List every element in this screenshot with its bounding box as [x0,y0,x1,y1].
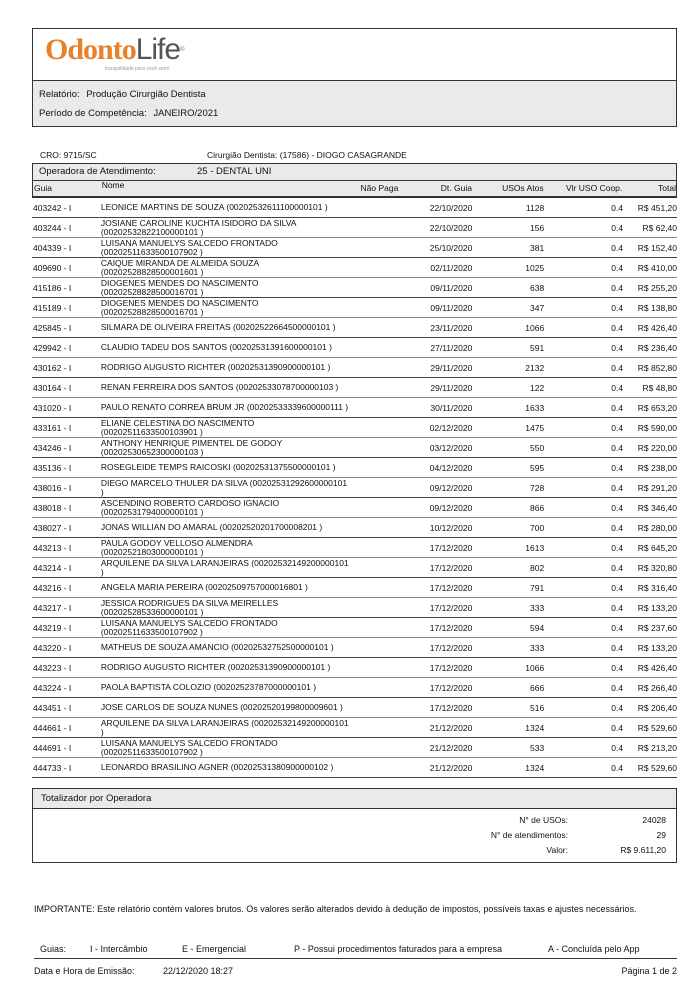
row-nome: DIEGO MARCELO THULER DA SILVA (00202531292600000101 ) [100,477,348,497]
row-usos-atos: 666 [530,682,545,693]
row-nome: DIOGENES MENDES DO NASCIMENTO (00202528828500016701 ) [100,297,259,317]
row-vlr-uso: 0.4 [611,422,624,433]
row-usos-atos: 516 [530,702,545,713]
dentist-meta [32,147,677,163]
row-nome: PAOLA BAPTISTA COLOZIO (00202523787000000101 ) [100,682,317,692]
row-usos-atos: 1324 [525,762,545,773]
row-dt-guia: 22/10/2020 [429,222,473,233]
row-nome: JOSE CARLOS DE SOUZA NUNES (00202520199800009601 ) [100,702,343,712]
row-usos-atos: 595 [530,462,545,473]
table-row [32,498,677,518]
table-row [32,378,677,398]
row-total: R$ 238,00 [637,462,677,473]
row-dt-guia: 27/11/2020 [430,342,473,353]
table-row [32,518,677,538]
row-vlr-uso: 0.4 [611,202,624,213]
row-vlr-uso: 0.4 [611,542,624,553]
table-row [32,418,677,438]
table-row [32,238,677,258]
row-guia: 430164 - I [33,382,72,393]
row-nome: RODRIGO AUGUSTO RICHTER (00202531390900000101 ) [100,362,331,372]
row-usos-atos: 1613 [525,542,545,553]
row-dt-guia: 09/11/2020 [430,282,473,293]
table-row [32,358,677,378]
period-label: Período de Competência: [39,108,147,119]
registered-icon: ® [180,47,184,53]
row-usos-atos: 802 [530,562,545,573]
row-nome: CAIQUE MIRANDA DE ALMEIDA SOUZA (00202528828500001601 ) [100,257,259,277]
row-nome: DIOGENES MENDES DO NASCIMENTO (00202528828500016701 ) [100,277,259,297]
row-usos-atos: 638 [530,282,545,293]
row-dt-guia: 02/12/2020 [429,422,473,433]
table-row [32,758,677,778]
row-usos-atos: 1128 [525,202,545,213]
row-total: R$ 237,60 [637,622,677,633]
row-nome: ANTHONY HENRIQUE PIMENTEL DE GODOY (00202530652300000103 ) [100,437,283,457]
logo-odonto-text: Odonto [45,33,136,66]
table-row [32,198,677,218]
row-vlr-uso: 0.4 [611,442,624,453]
report-value: Produção Cirurgião Dentista [86,89,206,100]
row-total: R$ 138,80 [637,302,677,313]
row-dt-guia: 17/12/2020 [429,642,473,653]
row-total: R$ 152,40 [637,242,677,253]
odontolife-logo [45,33,184,72]
table-row [32,218,677,238]
row-guia: 415189 - I [33,302,72,313]
table-row [32,658,677,678]
logo-row [33,29,676,81]
row-guia: 404339 - I [33,242,72,253]
row-vlr-uso: 0.4 [611,342,624,353]
row-total: R$ 280,00 [637,522,677,533]
totals-body [33,809,676,862]
row-dt-guia: 17/12/2020 [429,682,473,693]
row-vlr-uso: 0.4 [611,722,624,733]
legend-empresa: P - Possui procedimentos faturados para a empresa [294,944,502,954]
row-usos-atos: 594 [530,622,545,633]
row-vlr-uso: 0.4 [611,682,624,693]
operator-label: Operadora de Atendimento: [39,166,156,177]
dentist-text: Cirurgião Dentista: (17586) - DIOGO CASAGRANDE [207,150,407,160]
row-usos-atos: 866 [530,502,545,513]
row-total: R$ 236,40 [637,342,677,353]
row-vlr-uso: 0.4 [611,642,624,653]
row-nome: ELIANE CELESTINA DO NASCIMENTO (00202511633500103901 ) [100,417,255,437]
row-dt-guia: 30/11/2020 [430,402,473,413]
row-guia: 444733 - I [33,762,72,773]
row-usos-atos: 2132 [525,362,545,373]
row-guia: 431020 - I [33,402,72,413]
table-row [32,538,677,558]
row-total: R$ 645,20 [637,542,677,553]
page-number: Página 1 de 2 [621,966,677,976]
row-guia: 443224 - I [33,682,72,693]
row-dt-guia: 29/11/2020 [430,362,473,373]
report-info [33,81,676,126]
table-row [32,298,677,318]
row-nome: ROSEGLEIDE TEMPS RAICOSKI (00202531375500000101 ) [100,462,336,472]
row-guia: 443220 - I [33,642,72,653]
emission-label: Data e Hora de Emissão: [34,966,135,976]
row-vlr-uso: 0.4 [611,362,624,373]
report-page [32,28,677,863]
row-usos-atos: 1324 [525,722,545,733]
row-total: R$ 220,00 [637,442,677,453]
row-total: R$ 266,40 [637,682,677,693]
row-usos-atos: 1066 [525,322,545,333]
total-valor-value: R$ 9.611,20 [620,845,666,855]
row-guia: 443219 - I [33,622,72,633]
table-row [32,258,677,278]
row-dt-guia: 09/12/2020 [429,502,473,513]
row-guia: 425845 - I [33,322,72,333]
row-vlr-uso: 0.4 [611,242,624,253]
row-total: R$ 653,20 [637,402,677,413]
row-nome: ANGELA MARIA PEREIRA (00202509757000016801 ) [100,582,308,592]
row-total: R$ 529,60 [637,722,677,733]
row-vlr-uso: 0.4 [611,262,624,273]
row-total: R$ 316,40 [637,582,677,593]
totals-title: Totalizador por Operadora [33,789,676,809]
row-vlr-uso: 0.4 [611,322,624,333]
row-guia: 415186 - I [33,282,72,293]
row-vlr-uso: 0.4 [611,562,624,573]
row-vlr-uso: 0.4 [611,582,624,593]
row-vlr-uso: 0.4 [611,502,624,513]
operator-value: 25 - DENTAL UNI [197,166,272,177]
row-dt-guia: 25/10/2020 [429,242,473,253]
row-nome: PAULO RENATO CORREA BRUM JR (00202533339600000111 ) [100,402,349,412]
total-valor-label: Valor: [546,845,568,855]
row-nome: LUISANA MANUELYS SALCEDO FRONTADO (00202511633500107902 ) [100,237,278,257]
row-usos-atos: 550 [530,442,545,453]
period-value: JANEIRO/2021 [153,108,219,119]
row-dt-guia: 17/12/2020 [429,582,473,593]
emission-value: 22/12/2020 18:27 [163,966,234,976]
report-title-line [39,85,670,104]
col-guia: Guia [34,183,52,193]
report-label: Relatório: [39,89,80,100]
row-dt-guia: 17/12/2020 [429,602,473,613]
total-valor-line [33,843,676,858]
row-dt-guia: 17/12/2020 [429,622,473,633]
row-dt-guia: 22/10/2020 [429,202,473,213]
row-guia: 443214 - I [33,562,72,573]
row-dt-guia: 23/11/2020 [430,322,473,333]
row-dt-guia: 09/11/2020 [430,302,473,313]
col-total: Total [658,183,677,193]
col-nao-paga: Não Paga [360,183,399,193]
row-vlr-uso: 0.4 [611,602,624,613]
row-dt-guia: 03/12/2020 [429,442,473,453]
legend-app: A - Concluída pelo App [548,944,640,954]
row-nome: SILMARA DE OLIVEIRA FREITAS (00202522664500000101 ) [100,322,336,332]
guias-legend [34,944,677,959]
table-row [32,558,677,578]
row-dt-guia: 29/11/2020 [430,382,473,393]
row-guia: 409690 - I [33,262,72,273]
table-row [32,478,677,498]
row-vlr-uso: 0.4 [611,282,624,293]
operator-title [33,164,676,181]
row-usos-atos: 1475 [525,422,545,433]
row-dt-guia: 04/12/2020 [429,462,473,473]
row-total: R$ 291,20 [637,482,677,493]
row-total: R$ 213,20 [637,742,677,753]
row-guia: 443451 - I [33,702,72,713]
total-usos-label: N° de USOs: [519,815,568,825]
table-row [32,718,677,738]
table-row [32,318,677,338]
row-dt-guia: 17/12/2020 [429,542,473,553]
row-vlr-uso: 0.4 [611,742,624,753]
legend-label: Guias: [40,944,67,954]
col-vlr-uso: Vlr USO Coop. [566,183,623,193]
operator-section [32,163,677,198]
row-total: R$ 62,40 [642,222,677,233]
row-nome: JOSIANE CAROLINE KUCHTA ISIDORO DA SILVA (00202532822100000101 ) [100,217,296,237]
row-vlr-uso: 0.4 [611,402,624,413]
row-dt-guia: 17/12/2020 [429,562,473,573]
row-total: R$ 133,20 [637,642,677,653]
cro-text: CRO: 9715/SC [40,150,97,160]
row-dt-guia: 21/12/2020 [429,722,473,733]
row-nome: PAULA GODOY VELLOSO ALMENDRA (00202521803000000101 ) [100,537,253,557]
row-total: R$ 206,40 [637,702,677,713]
row-nome: RENAN FERREIRA DOS SANTOS (00202533078700000103 ) [100,382,339,392]
row-total: R$ 48,80 [642,382,677,393]
row-dt-guia: 17/12/2020 [429,662,473,673]
col-usos-atos: USOs Atos [502,183,544,193]
table-row [32,618,677,638]
row-total: R$ 255,20 [637,282,677,293]
row-usos-atos: 728 [530,482,545,493]
important-notice: IMPORTANTE: Este relatório contém valores brutos. Os valores serão alterados devido à dedução de impostos, possíveis taxas e ajustes necessários. [34,904,637,914]
table-row [32,398,677,418]
row-vlr-uso: 0.4 [611,482,624,493]
row-total: R$ 529,60 [637,762,677,773]
row-usos-atos: 122 [530,382,545,393]
row-guia: 443213 - I [33,542,72,553]
col-nome: Nome [101,180,125,190]
row-usos-atos: 591 [530,342,545,353]
row-dt-guia: 02/11/2020 [430,262,473,273]
row-nome: LUISANA MANUELYS SALCEDO FRONTADO (00202511633500107902 ) [100,737,278,757]
table-row [32,638,677,658]
row-guia: 438016 - I [33,482,72,493]
row-nome: JESSICA RODRIGUES DA SILVA MEIRELLES (00202528533600000101 ) [100,597,279,617]
table-body [32,198,677,778]
table-row [32,278,677,298]
row-guia: 443216 - I [33,582,72,593]
table-row [32,458,677,478]
total-usos-line [33,813,676,828]
col-dt-guia: Dt. Guia [440,183,472,193]
row-usos-atos: 700 [530,522,545,533]
row-usos-atos: 1025 [525,262,545,273]
row-nome: LEONICE MARTINS DE SOUZA (00202532611100000101 ) [100,202,328,212]
row-usos-atos: 533 [530,742,545,753]
row-guia: 435136 - I [33,462,72,473]
legend-intercambio: I - Intercâmbio [90,944,148,954]
row-vlr-uso: 0.4 [611,462,624,473]
row-total: R$ 451,20 [637,202,677,213]
row-guia: 429942 - I [33,342,72,353]
table-row [32,578,677,598]
row-guia: 438018 - I [33,502,72,513]
row-nome: CLAUDIO TADEU DOS SANTOS (00202531391600000101 ) [100,342,332,352]
row-nome: LEONARDO BRASILINO AGNER (00202531380900000102 ) [100,762,334,772]
row-total: R$ 426,40 [637,662,677,673]
row-nome: JONAS WILLIAN DO AMARAL (00202520201700008201 ) [100,522,323,532]
row-nome: LUISANA MANUELYS SALCEDO FRONTADO (00202511633500107902 ) [100,617,278,637]
row-vlr-uso: 0.4 [611,302,624,313]
row-total: R$ 852,80 [637,362,677,373]
total-atendimentos-value: 29 [656,830,666,840]
row-guia: 444691 - I [33,742,72,753]
row-total: R$ 346,40 [637,502,677,513]
table-row [32,698,677,718]
row-guia: 444661 - I [33,722,72,733]
row-nome: ASCENDINO ROBERTO CARDOSO IGNACIO (00202531794000000101 ) [100,497,280,517]
row-total: R$ 410,00 [637,262,677,273]
table-header [33,181,676,197]
logo-life-text: Life [135,33,181,66]
row-nome: RODRIGO AUGUSTO RICHTER (00202531390900000101 ) [100,662,331,672]
row-dt-guia: 17/12/2020 [429,702,473,713]
table-row [32,678,677,698]
row-usos-atos: 1633 [525,402,545,413]
row-guia: 443217 - I [33,602,72,613]
row-usos-atos: 1066 [525,662,545,673]
row-total: R$ 426,40 [637,322,677,333]
total-usos-value: 24028 [642,815,666,825]
row-guia: 443223 - I [33,662,72,673]
row-guia: 433161 - I [33,422,72,433]
row-guia: 403242 - I [33,202,72,213]
row-total: R$ 133,20 [637,602,677,613]
row-vlr-uso: 0.4 [611,762,624,773]
row-dt-guia: 10/12/2020 [429,522,473,533]
totals-section [32,788,677,863]
table-row [32,598,677,618]
total-atendimentos-label: N° de atendimentos: [490,830,568,840]
row-guia: 434246 - I [33,442,72,453]
row-vlr-uso: 0.4 [611,622,624,633]
row-guia: 438027 - I [33,522,72,533]
table-row [32,438,677,458]
row-usos-atos: 333 [530,642,545,653]
row-guia: 430162 - I [33,362,72,373]
row-nome: ARQUILENE DA SILVA LARANJEIRAS (00202532149200000101 ) [100,717,349,737]
row-dt-guia: 09/12/2020 [429,482,473,493]
legend-emergencial: E - Emergencial [182,944,247,954]
row-total: R$ 590,00 [637,422,677,433]
row-total: R$ 320,80 [637,562,677,573]
row-dt-guia: 21/12/2020 [429,742,473,753]
row-usos-atos: 333 [530,602,545,613]
row-vlr-uso: 0.4 [611,662,624,673]
table-row [32,338,677,358]
logo-tagline: tranquilidade para você sorrir [105,66,170,72]
row-vlr-uso: 0.4 [611,522,624,533]
period-line [39,104,670,123]
row-usos-atos: 381 [530,242,545,253]
report-header [32,28,677,127]
row-dt-guia: 21/12/2020 [429,762,473,773]
row-guia: 403244 - I [33,222,72,233]
table-row [32,738,677,758]
row-nome: MATHEUS DE SOUZA AMANCIO (00202532752500000101 ) [100,642,334,652]
row-usos-atos: 347 [530,302,545,313]
row-nome: ARQUILENE DA SILVA LARANJEIRAS (00202532149200000101 ) [100,557,349,577]
row-usos-atos: 791 [530,582,545,593]
total-atendimentos-line [33,828,676,843]
row-vlr-uso: 0.4 [611,382,624,393]
row-usos-atos: 156 [530,222,545,233]
row-vlr-uso: 0.4 [611,222,624,233]
row-vlr-uso: 0.4 [611,702,624,713]
